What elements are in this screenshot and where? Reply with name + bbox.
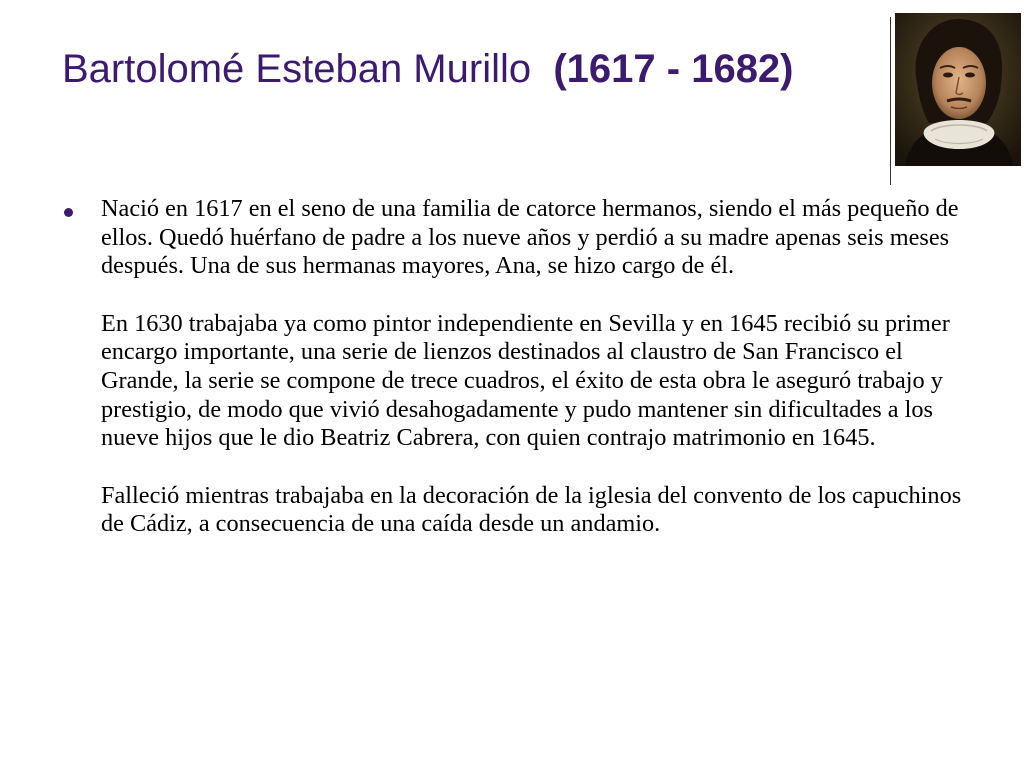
- portrait-image: [895, 13, 1021, 166]
- slide-body: [64, 195, 964, 539]
- slide-title: [62, 42, 842, 96]
- bullet-item: [64, 195, 964, 539]
- paragraph-early-life: Nació en 1617 en el seno de una familia de catorce hermanos, siendo el más pequeño de ellos. Quedó huérfano de padre a los nueve años y perdió a su madre apenas seis meses después. Una de sus hermanas mayores, Ana, se hizo cargo de él.: [101, 195, 959, 280]
- title-name: Bartolomé Esteban Murillo: [62, 47, 532, 91]
- title-dates: (1617 - 1682): [553, 47, 794, 91]
- paragraph-career: En 1630 trabajaba ya como pintor independiente en Sevilla y en 1645 recibió su primer encargo importante, una serie de lienzos destinados al claustro de San Francisco el Grande, la serie se compone de trece cuadros, el éxito de esta obra le aseguró trabajo y prestigio, de modo que vivió desahogadamente y pudo mantener sin dificultades a los nueve hijos que le dio Beatriz Cabrera, con quien contrajo matrimonio en 1645.: [101, 309, 950, 452]
- bullet-icon: [64, 208, 73, 217]
- vertical-divider: [890, 17, 891, 185]
- paragraph-death: Falleció mientras trabajaba en la decoración de la iglesia del convento de los capuchinos de Cádiz, a consecuencia de una caída desde un andamio.: [101, 481, 962, 538]
